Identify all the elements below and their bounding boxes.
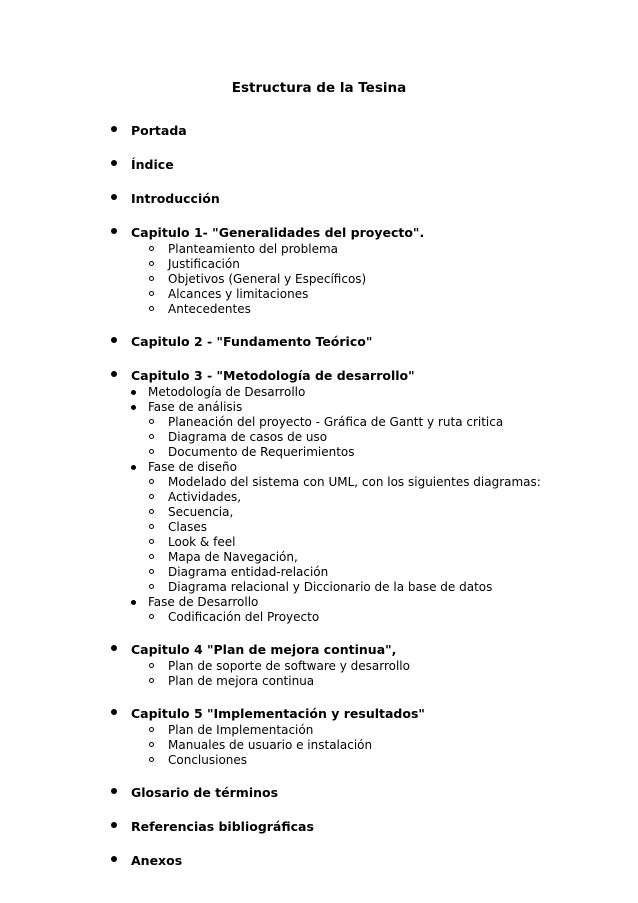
circle-bullet-icon [149,742,154,747]
sub-item-label: Codificación del Proyecto [168,610,320,624]
circle-bullet-icon [149,663,154,668]
sub-item [0,505,638,520]
sub-item [0,490,638,505]
circle-bullet-icon [149,494,154,499]
outline-item [0,818,638,836]
sub-item-label: Modelado del sistema con UML, con los siguientes diagramas: [168,475,541,489]
bullet-icon [111,645,117,651]
sub-item [0,659,638,674]
sub-item [0,738,638,753]
sub-item [0,674,638,689]
sub-item [0,565,638,580]
sub-item [0,302,638,317]
sub-item [0,723,638,738]
sub-item-label: Secuencia, [168,505,234,519]
circle-bullet-icon [149,479,154,484]
sub-item-label: Fase de diseño [148,460,237,474]
circle-bullet-icon [149,276,154,281]
sub-item [0,475,638,490]
circle-bullet-icon [149,554,154,559]
outline-item-label: Capitulo 2 - "Fundamento Teórico" [131,334,373,349]
bullet-icon [111,709,117,715]
outline-item [0,784,638,802]
outline-item [0,190,638,208]
bullet-icon [131,405,136,410]
outline-item [0,705,638,768]
sub-item [0,595,638,610]
outline-item [0,641,638,689]
outline-item-label: Capitulo 5 "Implementación y resultados" [131,706,425,721]
sub-item [0,400,638,415]
sub-item [0,610,638,625]
bullet-icon [111,126,117,132]
outline-item [0,224,638,317]
sub-item [0,385,638,400]
bullet-icon [111,194,117,200]
sub-item [0,272,638,287]
sub-item [0,520,638,535]
sub-item-label: Planeación del proyecto - Gráfica de Gantt y ruta critica [168,415,504,429]
sub-item [0,287,638,302]
circle-bullet-icon [149,614,154,619]
circle-bullet-icon [149,569,154,574]
sub-item-label: Planteamiento del problema [168,242,338,256]
outline-item-label: Índice [131,157,174,172]
sub-item [0,242,638,257]
outline-item-label: Capitulo 4 "Plan de mejora continua", [131,642,397,657]
circle-bullet-icon [149,434,154,439]
bullet-icon [111,337,117,343]
sub-item-label: Diagrama relacional y Diccionario de la base de datos [168,580,493,594]
outline-item [0,122,638,140]
circle-bullet-icon [149,509,154,514]
outline-item-label: Anexos [131,853,183,868]
circle-bullet-icon [149,419,154,424]
sub-item-label: Metodología de Desarrollo [148,385,306,399]
circle-bullet-icon [149,246,154,251]
circle-bullet-icon [149,757,154,762]
circle-bullet-icon [149,584,154,589]
sub-item-label: Alcances y limitaciones [168,287,309,301]
sub-item [0,460,638,475]
sub-item-label: Mapa de Navegación, [168,550,298,564]
bullet-icon [111,856,117,862]
bullet-icon [111,228,117,234]
circle-bullet-icon [149,449,154,454]
outline-item [0,156,638,174]
sub-item-label: Plan de Implementación [168,723,314,737]
outline-item [0,367,638,625]
outline-item-label: Glosario de términos [131,785,279,800]
sub-item-label: Plan de soporte de software y desarrollo [168,659,410,673]
circle-bullet-icon [149,291,154,296]
bullet-icon [111,822,117,828]
sub-item-label: Documento de Requerimientos [168,445,355,459]
circle-bullet-icon [149,261,154,266]
sub-item [0,430,638,445]
bullet-icon [131,465,136,470]
sub-item-label: Look & feel [168,535,236,549]
sub-item [0,257,638,272]
bullet-icon [131,600,136,605]
outline-item-label: Portada [131,123,187,138]
page-title: Estructura de la Tesina [231,80,407,96]
bullet-icon [111,788,117,794]
circle-bullet-icon [149,306,154,311]
sub-item [0,753,638,768]
bullet-icon [111,371,117,377]
sub-item [0,580,638,595]
outline-item-label: Introducción [131,191,220,206]
outline-item-label: Referencias bibliográficas [131,819,314,834]
sub-item-label: Fase de Desarrollo [148,595,259,609]
bullet-icon [111,160,117,166]
outline-item-label: Capitulo 1- "Generalidades del proyecto". [131,225,425,240]
circle-bullet-icon [149,727,154,732]
sub-item-label: Actividades, [168,490,242,504]
sub-item-label: Conclusiones [168,753,248,767]
sub-item-label: Objetivos (General y Específicos) [168,272,367,286]
sub-item [0,415,638,430]
sub-item-label: Antecedentes [168,302,251,316]
circle-bullet-icon [149,678,154,683]
sub-item-label: Fase de análisis [148,400,243,414]
sub-item [0,445,638,460]
sub-item [0,535,638,550]
sub-item-label: Diagrama entidad-relación [168,565,329,579]
sub-item-label: Manuales de usuario e instalación [168,738,373,752]
outline-item-label: Capitulo 3 - "Metodología de desarrollo" [131,368,415,383]
circle-bullet-icon [149,539,154,544]
sub-item [0,550,638,565]
sub-item-label: Justificación [168,257,240,271]
bullet-icon [131,390,136,395]
outline-item [0,333,638,351]
sub-item-label: Diagrama de casos de uso [168,430,328,444]
outline-item [0,852,638,870]
outline-list [0,122,638,886]
circle-bullet-icon [149,524,154,529]
sub-item-label: Plan de mejora continua [168,674,315,688]
sub-item-label: Clases [168,520,207,534]
